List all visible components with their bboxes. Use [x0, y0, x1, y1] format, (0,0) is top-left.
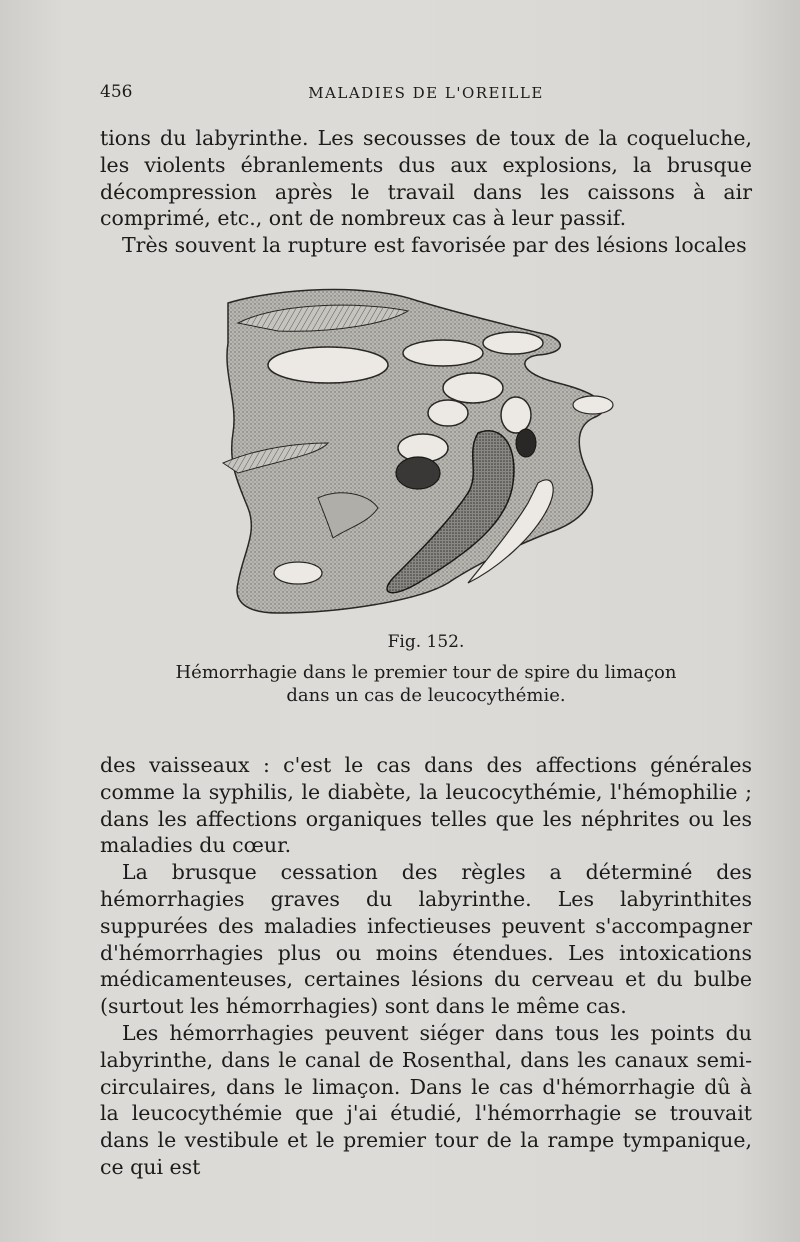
- running-title: MALADIES DE L'OREILLE: [308, 84, 544, 102]
- paragraph: La brusque cessation des règles a déterminé des hémorrhagies graves du labyrinthe. Les labyrinthites suppurées des maladies infectieuses peuvent s'accompagner d'hémorrhagies plus ou moins étendues. Les intoxications médicamenteuses, certaines lésions du cerveau et du bulbe (surtout les hémorrhagies) sont dans le même cas.: [100, 860, 752, 1019]
- paragraph: Très souvent la rupture est favorisée par des lésions locales: [122, 233, 747, 258]
- running-head: [100, 82, 752, 106]
- paragraph: tions du labyrinthe. Les secousses de toux de la coqueluche, les violents ébranlements dus aux explosions, la brusque décompression après le travail dans les caissons à air comprimé, etc., ont de nombreux cas à leur passif.: [100, 126, 752, 231]
- cochlea-section-engraving: [218, 283, 618, 623]
- paragraph: Les hémorrhagies peuvent siéger dans tous les points du labyrinthe, dans le canal de Rosenthal, dans les canaux semi-circulaires, dans le limaçon. Dans le cas d'hémorrhagie dû à la leucocythémie que j'ai étudié, l'hémorrhagie se trouvait dans le vestibule et le premier tour de la rampe tympanique, ce qui est: [100, 1020, 752, 1179]
- page-number: 456: [100, 82, 133, 102]
- figure-caption: [100, 661, 752, 707]
- figure-illustration: [218, 283, 618, 623]
- caption-line: Hémorrhagie dans le premier tour de spire du limaçon: [175, 662, 677, 683]
- paragraph: des vaisseaux : c'est le cas dans des affections générales comme la syphilis, le diabète, la leucocythémie, l'hémophilie ; dans les affections organiques telles que les néphrites ou les maladies du cœur.: [100, 753, 752, 858]
- body-text-bottom: [100, 752, 752, 1181]
- body-text-top: [100, 125, 752, 259]
- caption-line: dans un cas de leucocythémie.: [286, 685, 566, 706]
- figure-label: Fig. 152.: [387, 632, 465, 652]
